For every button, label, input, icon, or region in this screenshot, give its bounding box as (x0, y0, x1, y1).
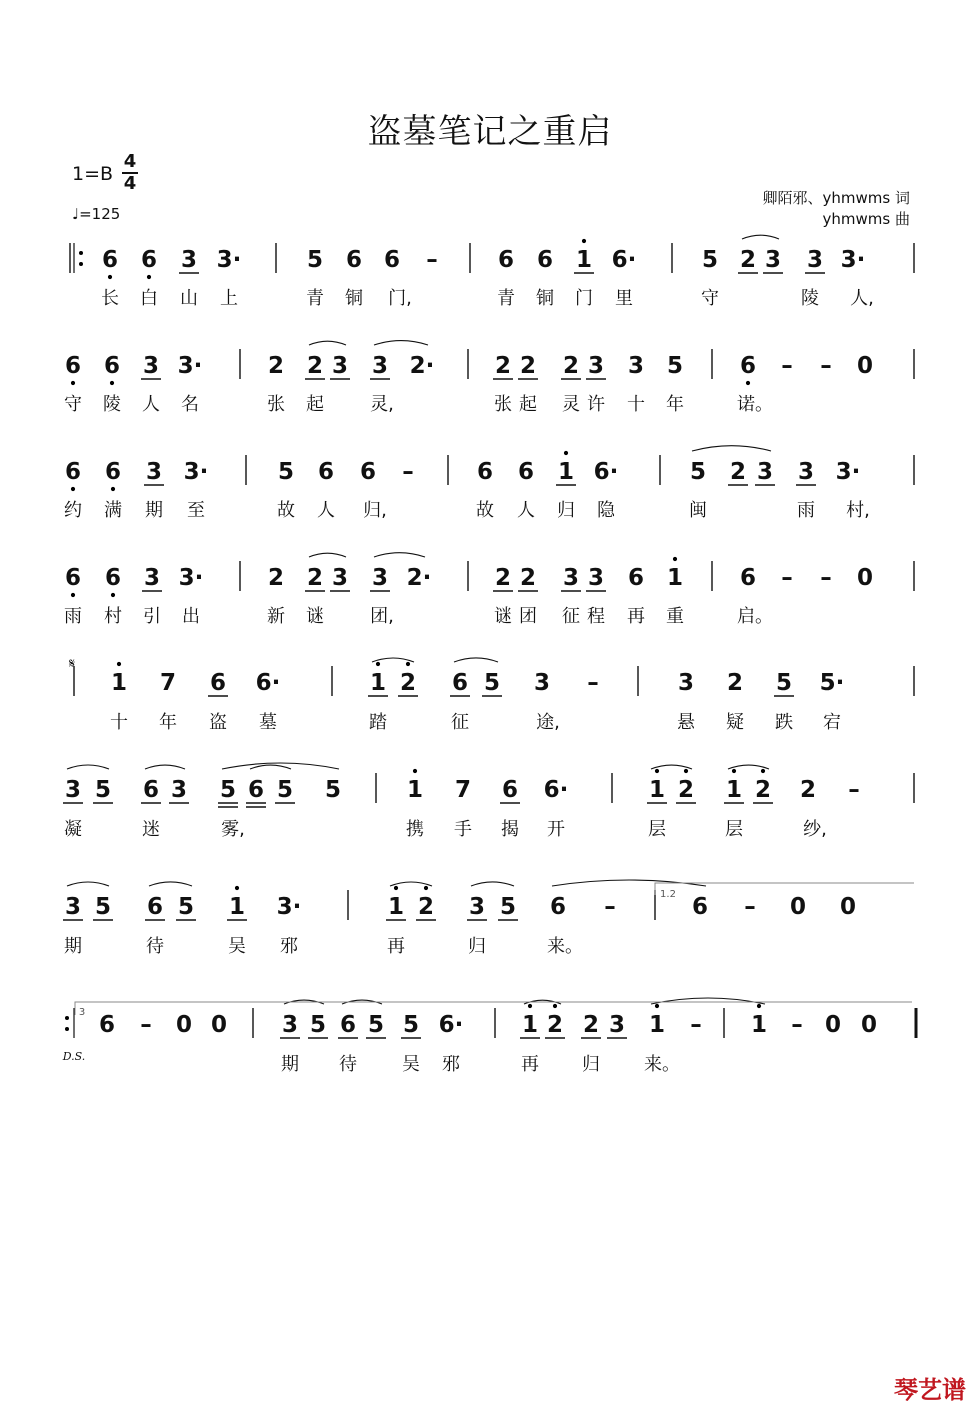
note: 0 (860, 1012, 878, 1038)
note: 6 (64, 353, 82, 379)
lyric: 人 (142, 394, 160, 415)
octave-down-dot (746, 381, 750, 385)
lyric: 诺。 (737, 394, 773, 415)
lyric: 陵 (801, 288, 819, 309)
note: 3 (331, 353, 349, 379)
note: 1 (557, 459, 575, 485)
note: – (820, 565, 832, 591)
note: 3· (835, 459, 861, 485)
lyric: 宕 (823, 712, 841, 733)
lyric: 出 (182, 606, 200, 627)
octave-up-dot (655, 769, 659, 773)
octave-up-dot (761, 769, 765, 773)
lyric: 开 (547, 819, 565, 840)
lyric: 纱, (803, 819, 827, 840)
lyric: 灵, (370, 394, 394, 415)
octave-down-dot (71, 487, 75, 491)
lyric: 凝 (64, 819, 82, 840)
octave-down-dot (147, 275, 151, 279)
note: 3 (143, 565, 161, 591)
note: 1 (725, 777, 743, 803)
lyric: 满 (104, 500, 122, 521)
octave-up-dot (413, 769, 417, 773)
note: 2 (494, 353, 512, 379)
note: 2· (406, 565, 432, 591)
note: 2 (267, 565, 285, 591)
note: 6· (593, 459, 619, 485)
lyric: 期 (64, 936, 82, 957)
note: 3 (587, 565, 605, 591)
octave-down-dot (108, 275, 112, 279)
note: – (690, 1012, 702, 1038)
octave-up-dot (235, 886, 239, 890)
note: 0 (789, 894, 807, 920)
lyric: 归, (363, 500, 387, 521)
note: 6 (359, 459, 377, 485)
note: 3· (183, 459, 209, 485)
lyric: 悬 (677, 712, 695, 733)
note: 3 (64, 894, 82, 920)
note: 3 (533, 670, 551, 696)
slur (67, 765, 109, 769)
note: 2 (582, 1012, 600, 1038)
octave-up-dot (655, 1004, 659, 1008)
note: 3 (281, 1012, 299, 1038)
lyric: 许 (587, 394, 605, 415)
lyric: 来。 (547, 936, 583, 957)
time-signature-top: 4 (123, 151, 137, 172)
lyric: 归 (557, 500, 575, 521)
note: 3 (562, 565, 580, 591)
note: 2 (729, 459, 747, 485)
note: 2 (799, 777, 817, 803)
note: 6 (103, 353, 121, 379)
note: – (744, 894, 756, 920)
lyric: 十 (627, 394, 645, 415)
lyric: 引 (143, 606, 161, 627)
note: 3 (371, 565, 389, 591)
note: 7 (454, 777, 472, 803)
note: 6 (146, 894, 164, 920)
lyric: 十 (110, 712, 128, 733)
note: 0 (856, 353, 874, 379)
song-title: 盗墓笔记之重启 (367, 112, 613, 152)
slur (390, 882, 432, 886)
note: 2 (399, 670, 417, 696)
repeat-dot (65, 1016, 69, 1020)
lyric: 盗 (209, 712, 227, 733)
lyric: 待 (146, 936, 164, 957)
note: 5 (666, 353, 684, 379)
lyric: 待 (339, 1054, 357, 1075)
note: 1 (575, 247, 593, 273)
note: 3· (840, 247, 866, 273)
note: 5 (775, 670, 793, 696)
lyric: 铜 (345, 288, 363, 309)
note: 6 (142, 777, 160, 803)
slur (728, 765, 769, 769)
lyric: 再 (521, 1054, 539, 1075)
note: 7 (159, 670, 177, 696)
octave-down-dot (71, 593, 75, 597)
slur (372, 658, 414, 662)
note: 2· (409, 353, 435, 379)
note: – (791, 1012, 803, 1038)
note: 0 (175, 1012, 193, 1038)
note: 6 (451, 670, 469, 696)
note: 5 (367, 1012, 385, 1038)
slur (742, 235, 779, 239)
note: – (604, 894, 616, 920)
lyric: 起 (306, 394, 324, 415)
note: – (781, 565, 793, 591)
note: 2 (494, 565, 512, 591)
note: 1 (369, 670, 387, 696)
note: 3· (216, 247, 242, 273)
repeat-dot (79, 262, 83, 266)
note: 5 (689, 459, 707, 485)
slur (309, 341, 346, 345)
note: 3 (627, 353, 645, 379)
note: 5 (219, 777, 237, 803)
note: 6 (339, 1012, 357, 1038)
note: 1 (750, 1012, 768, 1038)
slur (471, 882, 514, 886)
lyric: 征 (562, 606, 580, 627)
lyric: 人 (317, 500, 335, 521)
note: 5· (819, 670, 845, 696)
note: 6 (739, 565, 757, 591)
lyric: 年 (159, 712, 177, 733)
octave-down-dot (111, 487, 115, 491)
note: 3 (806, 247, 824, 273)
lyric: 层 (648, 819, 666, 840)
slur (651, 765, 692, 769)
slur (374, 553, 425, 557)
note: 0 (839, 894, 857, 920)
lyric: 跌 (775, 712, 793, 733)
lyric: 吴 (402, 1054, 420, 1075)
note: 6 (501, 777, 519, 803)
lyric: 墓 (259, 712, 277, 733)
tempo-value: =125 (79, 205, 121, 223)
volta-bracket (75, 1002, 912, 1015)
note: 5 (306, 247, 324, 273)
lyric: 层 (725, 819, 743, 840)
note: – (402, 459, 414, 485)
lyric: 途, (536, 712, 560, 733)
octave-up-dot (684, 769, 688, 773)
note: – (587, 670, 599, 696)
note: 2 (562, 353, 580, 379)
slur (651, 998, 765, 1004)
note: 6· (438, 1012, 464, 1038)
lyric: 来。 (644, 1054, 680, 1075)
note: 0 (210, 1012, 228, 1038)
lyric: 归 (582, 1054, 600, 1075)
lyric: 故 (476, 500, 494, 521)
note: 6 (517, 459, 535, 485)
lyric: 山 (180, 288, 198, 309)
lyric: 青 (306, 288, 324, 309)
slur (309, 553, 346, 557)
lyric: 约 (64, 500, 82, 521)
note: 5 (94, 777, 112, 803)
slur (250, 765, 291, 769)
note: 1 (666, 565, 684, 591)
note: 5 (277, 459, 295, 485)
note: 3 (170, 777, 188, 803)
note: 6 (549, 894, 567, 920)
note: 6 (64, 459, 82, 485)
slur (145, 765, 185, 769)
note: 3· (178, 565, 204, 591)
lyric: 归 (468, 936, 486, 957)
lyric: 隐 (597, 500, 615, 521)
note: 2 (546, 1012, 564, 1038)
lyric: 谜 (306, 606, 324, 627)
lyric: 门 (575, 288, 593, 309)
composer-credit: yhmwms 曲 (822, 210, 910, 228)
lyric: 张 (267, 394, 285, 415)
note: 6 (383, 247, 401, 273)
lyric: 雨 (797, 500, 815, 521)
note: 5 (324, 777, 342, 803)
octave-down-dot (71, 381, 75, 385)
octave-up-dot (424, 886, 428, 890)
lyric: 上 (220, 288, 238, 309)
lyric: 启。 (737, 606, 773, 627)
lyric: 踏 (369, 712, 387, 733)
lyric: 迷 (142, 819, 160, 840)
octave-up-dot (376, 662, 380, 666)
note: 0 (856, 565, 874, 591)
note: 6 (104, 459, 122, 485)
note: 6 (101, 247, 119, 273)
note: 6 (209, 670, 227, 696)
note: 2 (739, 247, 757, 273)
lyric: 雨 (64, 606, 82, 627)
octave-up-dot (757, 1004, 761, 1008)
note: 5 (309, 1012, 327, 1038)
note: 1 (406, 777, 424, 803)
note: 6 (104, 565, 122, 591)
octave-up-dot (553, 1004, 557, 1008)
note: 3 (142, 353, 160, 379)
lyric: 邪 (442, 1054, 460, 1075)
lyric: 吴 (228, 936, 246, 957)
note: 6· (543, 777, 569, 803)
site-logo: 琴艺谱 (894, 1376, 966, 1404)
lyric: 团, (370, 606, 394, 627)
repeat-dot (79, 251, 83, 255)
note: 2 (306, 353, 324, 379)
ds-marker: D.S. (62, 1050, 86, 1063)
slur (149, 882, 192, 886)
quarter-note-icon: ♩ (72, 205, 80, 223)
lyricist-credit: 卿陌邪、yhmwms 词 (762, 189, 910, 207)
lyric: 谜 (494, 606, 512, 627)
note: 2 (677, 777, 695, 803)
lyric: 期 (145, 500, 163, 521)
note: 1 (521, 1012, 539, 1038)
note: 1 (387, 894, 405, 920)
lyric: 重 (666, 606, 684, 627)
repeat-dot (65, 1027, 69, 1031)
note: 3 (64, 777, 82, 803)
volta-label-1-2: 1.2 (660, 889, 676, 900)
note: 5 (94, 894, 112, 920)
lyric: 守 (701, 288, 719, 309)
note: 3 (468, 894, 486, 920)
note: 3 (797, 459, 815, 485)
note: 6 (476, 459, 494, 485)
lyric: 雾, (221, 819, 245, 840)
octave-up-dot (564, 451, 568, 455)
octave-down-dot (110, 381, 114, 385)
note: 6 (627, 565, 645, 591)
key-signature: 1=B (72, 163, 114, 185)
note: – (848, 777, 860, 803)
note: 3 (587, 353, 605, 379)
octave-up-dot (394, 886, 398, 890)
lyric: 村 (104, 606, 122, 627)
note: 2 (417, 894, 435, 920)
segno-sign: 𝄋 (68, 656, 76, 672)
note: 1 (648, 777, 666, 803)
note: 2 (726, 670, 744, 696)
note: 6 (140, 247, 158, 273)
volta-label-3: 3 (78, 1007, 86, 1018)
lyric: 邪 (280, 936, 298, 957)
lyric: 名 (181, 394, 199, 415)
note: 3 (764, 247, 782, 273)
note: 3 (608, 1012, 626, 1038)
octave-up-dot (117, 662, 121, 666)
octave-up-dot (528, 1004, 532, 1008)
lyric: 再 (387, 936, 405, 957)
note: 2 (754, 777, 772, 803)
note: 6 (98, 1012, 116, 1038)
lyric: 至 (187, 500, 205, 521)
lyric: 程 (587, 606, 605, 627)
note: – (140, 1012, 152, 1038)
lyric: 村, (846, 500, 870, 521)
lyric: 铜 (536, 288, 554, 309)
note: 5 (483, 670, 501, 696)
lyric: 人 (517, 500, 535, 521)
note: 5 (177, 894, 195, 920)
lyric: 疑 (726, 712, 744, 733)
octave-up-dot (673, 557, 677, 561)
lyric: 期 (281, 1054, 299, 1075)
note: 6· (255, 670, 281, 696)
note: – (426, 247, 438, 273)
time-signature-bottom: 4 (123, 173, 137, 194)
note: 6 (64, 565, 82, 591)
note: 0 (824, 1012, 842, 1038)
lyric: 里 (615, 288, 633, 309)
lyric: 故 (277, 500, 295, 521)
lyric: 白 (140, 288, 158, 309)
note: 5 (499, 894, 517, 920)
lyric: 征 (451, 712, 469, 733)
note: 2 (267, 353, 285, 379)
octave-down-dot (111, 593, 115, 597)
note: 2 (306, 565, 324, 591)
note: 3· (177, 353, 203, 379)
slur (67, 882, 109, 886)
note: 6 (691, 894, 709, 920)
note: 3 (145, 459, 163, 485)
note: 3 (371, 353, 389, 379)
note: 5 (701, 247, 719, 273)
octave-up-dot (406, 662, 410, 666)
note: 6 (536, 247, 554, 273)
note: 3 (180, 247, 198, 273)
lyric: 携 (406, 819, 424, 840)
note: 6 (739, 353, 757, 379)
note: 6 (247, 777, 265, 803)
lyric: 闽 (689, 500, 707, 521)
lyric: 门, (388, 288, 412, 309)
lyric: 手 (454, 819, 472, 840)
note: 1 (228, 894, 246, 920)
lyric: 团 (519, 606, 537, 627)
note: 1 (110, 670, 128, 696)
note: 6 (317, 459, 335, 485)
lyric: 年 (666, 394, 684, 415)
lyric: 灵 (562, 394, 580, 415)
note: – (781, 353, 793, 379)
note: 6 (497, 247, 515, 273)
lyric: 陵 (103, 394, 121, 415)
slur (454, 658, 498, 662)
note: – (820, 353, 832, 379)
octave-up-dot (582, 239, 586, 243)
lyric: 起 (519, 394, 537, 415)
note: 3 (756, 459, 774, 485)
lyric: 人, (850, 288, 874, 309)
lyric: 长 (101, 288, 119, 309)
note: 2 (519, 353, 537, 379)
note: 2 (519, 565, 537, 591)
note: 3· (276, 894, 302, 920)
note: 6· (611, 247, 637, 273)
note: 5 (276, 777, 294, 803)
note: 1 (648, 1012, 666, 1038)
lyric: 守 (64, 394, 82, 415)
slur (692, 446, 771, 451)
slur (374, 341, 428, 345)
octave-up-dot (732, 769, 736, 773)
lyric: 青 (497, 288, 515, 309)
lyric: 张 (494, 394, 512, 415)
lyric: 新 (267, 606, 285, 627)
lyric: 再 (627, 606, 645, 627)
note: 3 (677, 670, 695, 696)
note: 3 (331, 565, 349, 591)
note: 6 (345, 247, 363, 273)
lyric: 揭 (501, 819, 519, 840)
note: 5 (402, 1012, 420, 1038)
